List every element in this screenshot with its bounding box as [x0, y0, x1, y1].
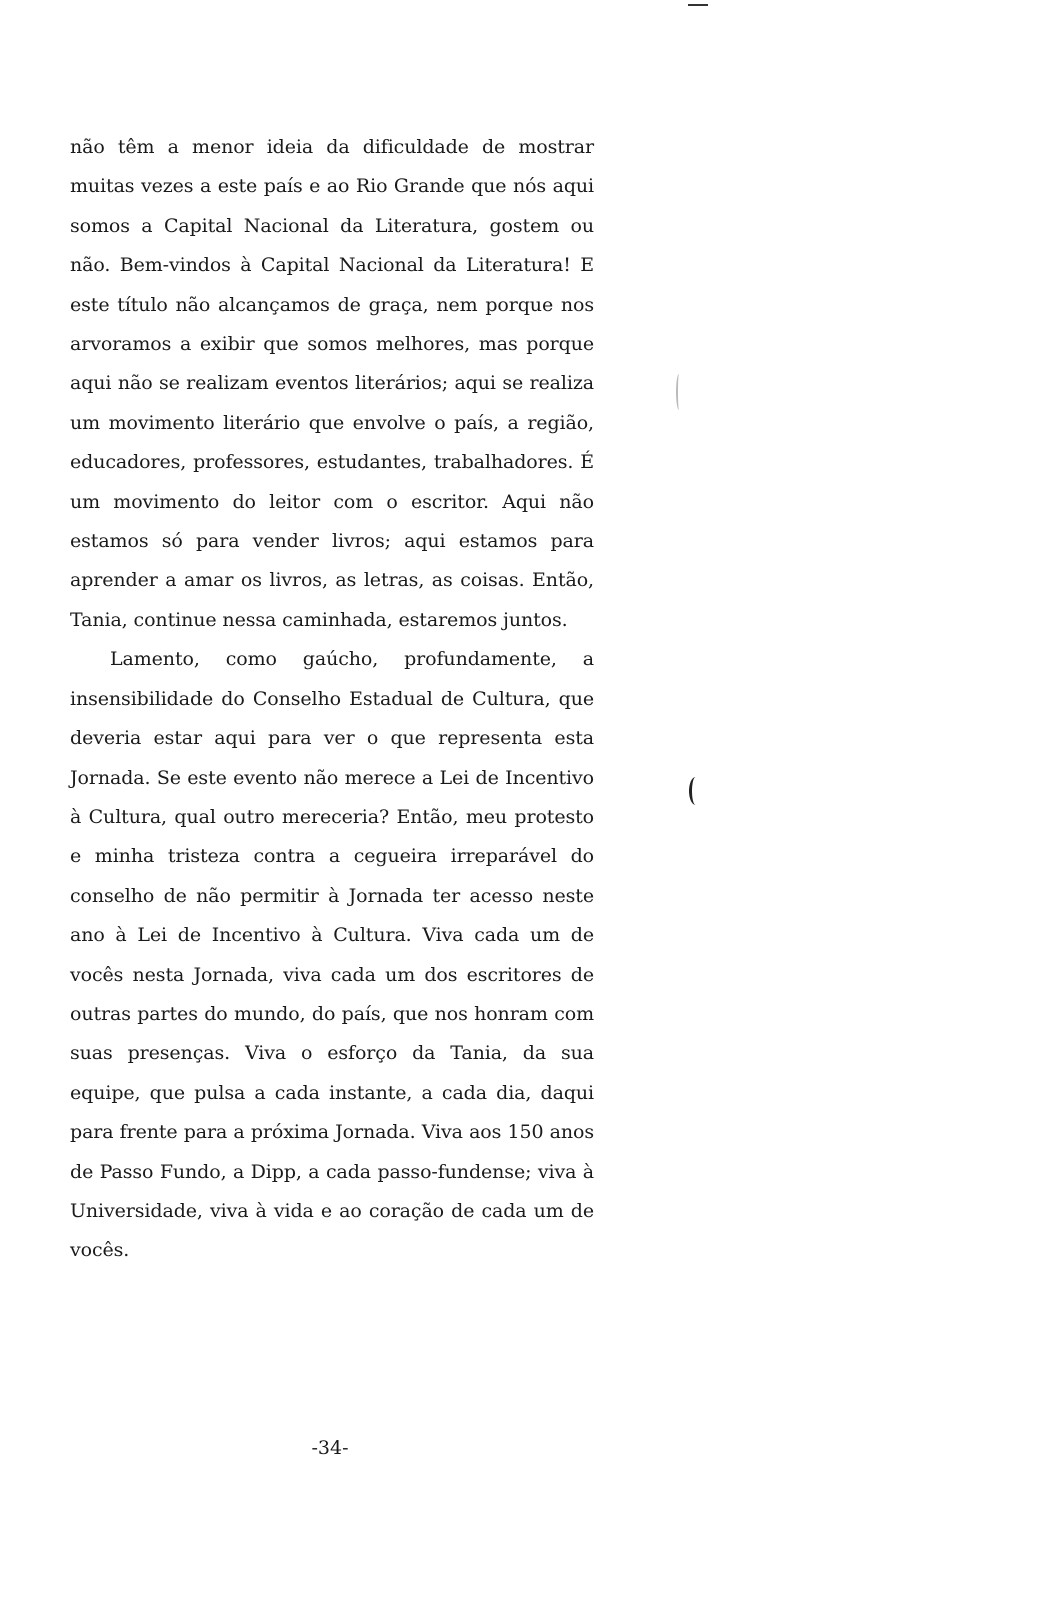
scan-mark-margin [676, 374, 682, 410]
scan-mark-margin [689, 777, 702, 805]
paragraph: não têm a menor ideia da dificuldade de mostrar muitas vezes a este país e ao Rio Grande que nós aqui somos a Capital Nacional da Literatura, gostem ou não. Bem-vindos à Capital Nacional da Literatura! E este título não alcançamos de graça, nem porque nos arvoramos a exibir que somos melhores, mas porque aqui não se realizam eventos literários; aqui se realiza um movimento literário que envolve o país, a região, educadores, professores, estudantes, trabalhadores. É um movimento do leitor com o escritor. Aqui não estamos só para vender livros; aqui estamos para aprender a amar os livros, as letras, as coisas. Então, Tania, continue nessa caminhada, estaremos juntos. [70, 136, 594, 631]
scan-mark-top [688, 4, 708, 6]
paragraph: Lamento, como gaúcho, profundamente, a insensibilidade do Conselho Estadual de Cultura, que deveria estar aqui para ver o que representa esta Jornada. Se este evento não merece a Lei de Incentivo à Cultura, qual outro mereceria? Então, meu protesto e minha tristeza contra a cegueira irreparável do conselho de não permitir à Jornada ter acesso neste ano à Lei de Incentivo à Cultura. Viva cada um de vocês nesta Jornada, viva cada um dos escritores de outras partes do mundo, do país, que nos honram com suas presenças. Viva o esforço da Tania, da sua equipe, que pulsa a cada instante, a cada dia, daqui para frente para a próxima Jornada. Viva aos 150 anos de Passo Fundo, a Dipp, a cada passo-fundense; viva à Universidade, viva à vida e ao coração de cada um de vocês. [70, 648, 594, 1262]
body-text [70, 128, 594, 1271]
page-number: -34- [311, 1437, 349, 1459]
